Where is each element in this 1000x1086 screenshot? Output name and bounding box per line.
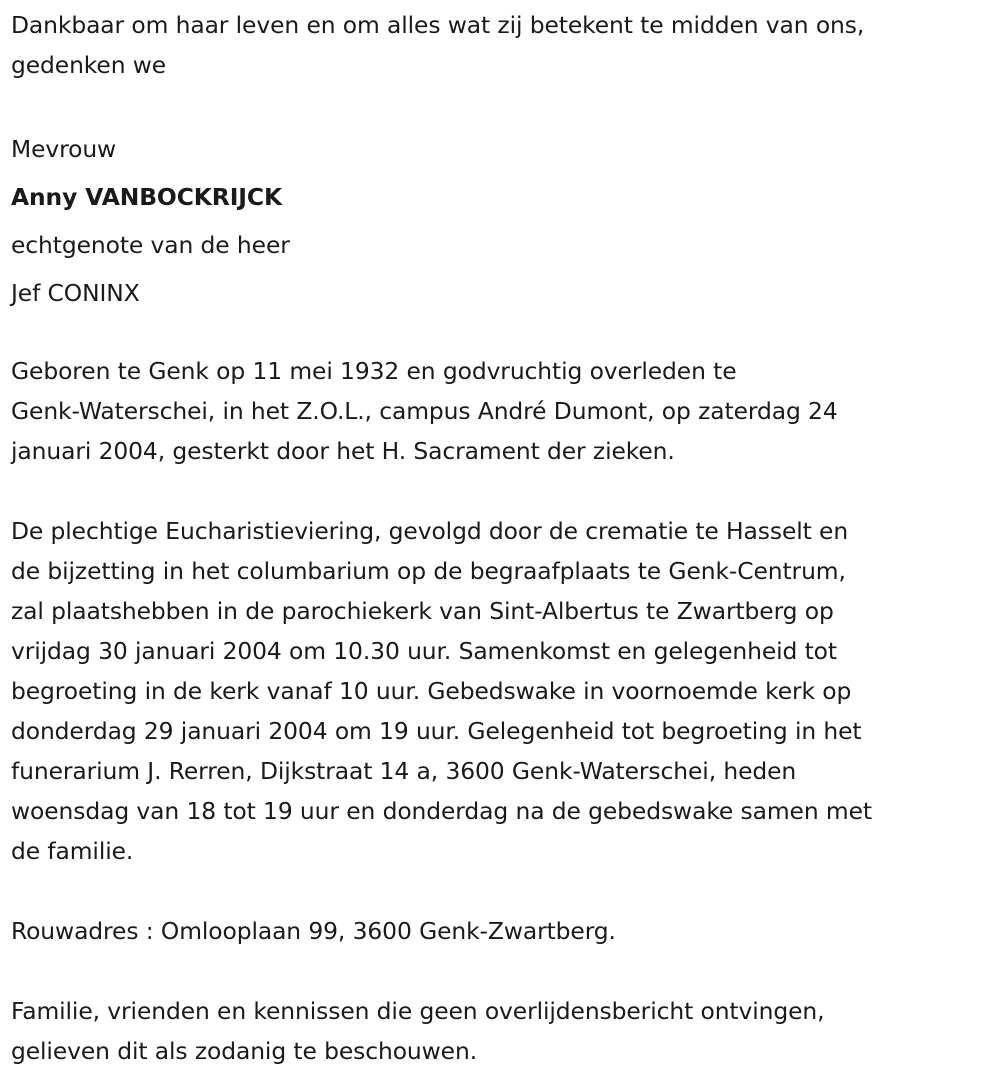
- deceased-name: Anny VANBOCKRIJCK: [11, 183, 283, 211]
- person-block: [11, 125, 1000, 317]
- honorific-title: Mevrouw: [11, 135, 117, 163]
- text-line: donderdag 29 januari 2004 om 19 uur. Gelegenheid tot begroeting in het: [11, 717, 862, 745]
- birth-death-paragraph: [11, 351, 1000, 471]
- text-line: vrijdag 30 januari 2004 om 10.30 uur. Samenkomst en gelegenheid tot: [11, 637, 837, 665]
- text-line: Geboren te Genk op 11 mei 1932 en godvruchtig overleden te: [11, 357, 737, 385]
- intro-line: Dankbaar om haar leven en om alles wat zij betekent te midden van ons,: [11, 11, 865, 39]
- closing-paragraph: [11, 991, 1000, 1071]
- paragraph-gap: [11, 871, 1000, 911]
- text-line: De plechtige Eucharistieviering, gevolgd door de crematie te Hasselt en: [11, 517, 849, 545]
- ceremony-paragraph: [11, 511, 1000, 871]
- paragraph-gap: [11, 951, 1000, 991]
- text-line: funerarium J. Rerren, Dijkstraat 14 a, 3600 Genk-Waterschei, heden: [11, 757, 797, 785]
- text-line: woensdag van 18 tot 19 uur en donderdag na de gebedswake samen met: [11, 797, 872, 825]
- text-line: Genk-Waterschei, in het Z.O.L., campus André Dumont, op zaterdag 24: [11, 397, 838, 425]
- address-paragraph: [11, 911, 1000, 951]
- text-line: januari 2004, gesterkt door het H. Sacrament der zieken.: [11, 437, 675, 465]
- paragraph-gap: [11, 471, 1000, 511]
- intro-line: gedenken we: [11, 51, 167, 79]
- text-line: de bijzetting in het columbarium op de begraafplaats te Genk-Centrum,: [11, 557, 846, 585]
- mourning-address: Rouwadres : Omlooplaan 99, 3600 Genk-Zwartberg.: [11, 917, 616, 945]
- text-line: begroeting in de kerk vanaf 10 uur. Gebedswake in voornoemde kerk op: [11, 677, 852, 705]
- text-line: Familie, vrienden en kennissen die geen overlijdensbericht ontvingen,: [11, 997, 825, 1025]
- paragraph-gap: [11, 85, 1000, 125]
- text-line: gelieven dit als zodanig te beschouwen.: [11, 1037, 478, 1065]
- text-line: zal plaatshebben in de parochiekerk van Sint-Albertus te Zwartberg op: [11, 597, 834, 625]
- relation-text: echtgenote van de heer: [11, 231, 290, 259]
- spouse-name: Jef CONINX: [11, 279, 140, 307]
- intro-paragraph: [11, 5, 1000, 85]
- text-line: de familie.: [11, 837, 134, 865]
- paragraph-gap: [11, 317, 1000, 351]
